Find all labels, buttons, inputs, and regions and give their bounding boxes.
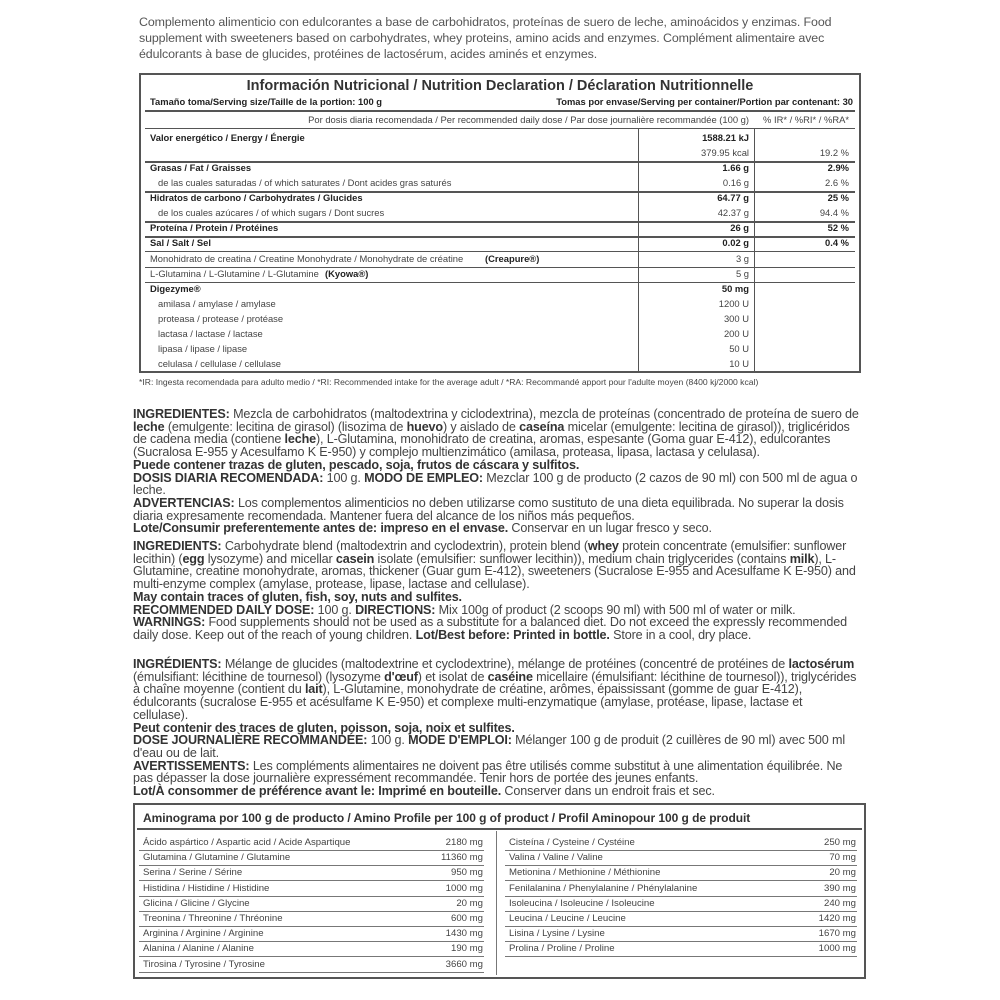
warnings-es: ADVERTENCIAS: Los complementos alimenticios no deben utilizarse como sustituto de una dieta equilibrada. No superar la dosis diaria expresamente recomendada. Mantener fuera del alcance de los niños más pequeños.: [133, 495, 844, 523]
traces-fr: Peut contenir des traces de gluten, poisson, soja, noix et sulfites.: [133, 720, 515, 735]
nutrient-percent: 2.6 %: [825, 177, 849, 188]
amino-acid-value: 950 mg: [451, 867, 483, 879]
nutrient-value: 0.16 g: [722, 177, 749, 188]
nutrient-percent: 94.4 %: [819, 207, 849, 218]
intro-paragraph: Complemento alimenticio con edulcorantes a base de carbohidratos, proteínas de suero de leche, aminoácidos y enzimas. Food supplement with sweeteners based on carbohydrates, whey proteins, amino acids and enzymes. Complément alimentaire avec édulcorants à base de glucides, protéines de lactosérum, acides aminés et enzymes.: [139, 15, 832, 61]
amino-acid-value: 250 mg: [824, 837, 856, 848]
nutrient-label: Monohidrato de creatina / Creatine Monohydrate / Monohydrate de créatine: [150, 253, 464, 264]
amino-row: [143, 897, 483, 911]
divider: [145, 110, 855, 112]
nutrition-table: [139, 73, 861, 373]
amino-acid-name: Histidina / Histidine / Histidine: [143, 882, 270, 894]
warnings-en: WARNINGS: Food supplements should not be used as a substitute for a balanced diet. Do not exceed the expressly recommended daily dose. Keep out of the reach of young children. Lot/Best before: Printed in bottle. Store in a cool, dry place.: [133, 615, 847, 642]
amino-acid-value: 11360 mg: [441, 852, 483, 864]
amino-acid-value: 70 mg: [829, 852, 856, 864]
nutrient-label: celulasa / cellulase / cellulase: [158, 358, 281, 369]
nutrition-title: Información Nutricional / Nutrition Declaration / Déclaration Nutritionnelle: [246, 78, 754, 94]
ingredients-fr: INGRÉDIENTS: Mélange de glucides (maltodextrine et cyclodextrine), mélange de protéines (concentré de protéines de lactosérum (émulsifiant: lécithine de tournesol) (lysozyme d'œuf) et isolat de caséine micellaire (émulsifiant: lécithine de tournesol)), triglycérides à chaîne moyenne (contient du lait), L-Glutamine, monohydrate de créatine, arômes, épaississant (gomme de guar E-412), édulcorants (sucralose E-955 et acésulfame K E-950) et complexe multi-enzymatique (amylase, protéase, lipase, lactase et cellulase).: [133, 657, 857, 722]
amino-row: [509, 897, 856, 911]
nutrient-value: 3 g: [735, 253, 749, 264]
amino-acid-value: 20 mg: [829, 867, 856, 879]
amino-row: [509, 912, 856, 926]
amino-acid-value: 1420 mg: [818, 913, 856, 924]
amino-acid-value: 1000 mg: [818, 943, 856, 955]
traces-en: May contain traces of gluten, fish, soy, nuts and sulfites.: [133, 589, 462, 604]
nutrient-percent: 19.2 %: [819, 147, 849, 158]
nutrient-label: lactasa / lactase / lactase: [158, 328, 263, 339]
nutrient-label: de las cuales saturadas / of which saturates / Dont acides gras saturés: [158, 177, 452, 188]
row-divider: [505, 956, 857, 957]
dose-en: RECOMMENDED DAILY DOSE: 100 g. DIRECTIONS: Mix 100g of product (2 scoops 90 ml) with 500 ml of water or milk.: [133, 602, 796, 617]
brand-label: (Kyowa®): [325, 268, 369, 279]
nutrient-percent: 52 %: [827, 222, 849, 233]
brand-label: (Creapure®): [485, 253, 540, 264]
amino-acid-value: 190 mg: [451, 943, 483, 955]
amino-acid-name: Serina / Serine / Sérine: [143, 867, 243, 879]
amino-row: [509, 836, 856, 850]
ingredients-es: INGREDIENTES: Mezcla de carbohidratos (maltodextrina y ciclodextrina), mezcla de proteínas (concentrado de proteína de suero de leche (emulgente: lecitina de girasol) (lisozima de huevo) y aislado de caseína micelar (emulgente: lecitina de girasol)), triglicéridos de cadena media (contiene leche), L-Glutamina, monohidrato de creatina, aromas, espesante (Goma guar E-412), edulcorantes (Sucralosa E-955 y Acesulfamo K E-950) y complejo multienzimático (amilasa, proteasa, lipasa, lactasa y celulasa).: [133, 407, 859, 460]
amino-acid-name: Arginina / Arginine / Arginine: [143, 928, 264, 940]
nutrient-value: 42.37 g: [717, 207, 749, 218]
nutrient-label: L-Glutamina / L-Glutamine / L-Glutamine: [150, 268, 319, 279]
nutrient-value: 200 U: [723, 328, 749, 339]
amino-acid-name: Glicina / Glicine / Glycine: [143, 897, 250, 909]
amino-row: [143, 866, 483, 880]
nutrient-value: 300 U: [723, 313, 749, 324]
dose-fr: DOSE JOURNALIÈRE RECOMMANDÉE: 100 g. MODE D'EMPLOI: Mélanger 100 g de produit (2 cuillères de 90 ml) avec 500 ml d'eau ou de lait.: [133, 733, 845, 760]
amino-acid-name: Prolina / Proline / Proline: [509, 943, 615, 955]
nutrient-percent: 25 %: [827, 192, 849, 203]
nutrient-label: proteasa / protease / protéase: [158, 313, 284, 324]
column-divider: [496, 831, 497, 975]
spanish-text-block: [133, 408, 859, 535]
amino-acid-name: Cisteína / Cysteine / Cystéine: [509, 837, 635, 848]
column-divider: [754, 128, 755, 371]
amino-acid-value: 1000 mg: [445, 882, 483, 894]
amino-row: [143, 882, 483, 896]
row-divider: [139, 972, 484, 973]
ingredients-en: INGREDIENTS: Carbohydrate blend (maltodextrin and cyclodextrin), protein blend (whey protein concentrate (emulsifier: sunflower lecithin) (egg lysozyme) and micellar casein isolate (emulsifier: sunflower lecithin)), medium chain triglycerides (contains milk), L-Glutamine, creatine monohydrate, aromas, thickener (Guar gum E-412), sweeteners (Sucralose E-955 and Acesulfame K E-950) and multi-enzyme complex (amylase, protease, lipase, lactase and cellulase).: [133, 539, 856, 592]
nutrient-value: 0.02 g: [722, 237, 749, 248]
nutrient-percent: 2.9%: [827, 162, 849, 173]
amino-row: [509, 882, 856, 896]
amino-acid-name: Metionina / Methionine / Méthionine: [509, 867, 661, 879]
nutrient-label: Hidratos de carbono / Carbohydrates / Glucides: [150, 192, 363, 203]
nutrient-label: Grasas / Fat / Graisses: [150, 162, 252, 173]
nutrient-value: 26 g: [730, 222, 749, 233]
amino-title: Aminograma por 100 g de producto / Amino Profile per 100 g of product / Profil Aminopour 100 g de produit: [143, 811, 751, 825]
nutrient-value: 64.77 g: [717, 192, 749, 203]
amino-acid-value: 1430 mg: [445, 928, 483, 940]
amino-row: [143, 927, 483, 941]
divider: [145, 128, 855, 129]
column-header-dose: Por dosis diaria recomendada / Per recommended daily dose / Par dose journalière recommandée (100 g): [308, 114, 749, 125]
lot-fr: Lot/À consommer de préférence avant le: Imprimé en bouteille. Conserver dans un endroit frais et sec.: [133, 784, 715, 799]
amino-acid-value: 390 mg: [824, 882, 856, 894]
dose-es: DOSIS DIARIA RECOMENDADA: 100 g. MODO DE EMPLEO: Mezclar 100 g de producto (2 cazos de 90 ml) con 500 ml de agua o leche.: [133, 470, 858, 498]
amino-acid-value: 3660 mg: [445, 958, 483, 970]
nutrient-value: 10 U: [729, 358, 749, 369]
amino-acid-name: Tirosina / Tyrosine / Tyrosine: [143, 958, 265, 970]
amino-row: [143, 912, 483, 926]
serving-size: Tamaño toma/Serving size/Taille de la portion: 100 g: [150, 96, 382, 107]
nutrition-footnote: *IR: Ingesta recomendada para adulto medio / *RI: Recommended intake for the average adult / *RA: Recommandé apport pour l'adulte moyen (8400 kj/2000 kcal): [139, 377, 759, 387]
column-divider: [638, 128, 639, 371]
nutrient-value: 5 g: [735, 268, 749, 279]
amino-acid-name: Lisina / Lysine / Lysine: [509, 928, 605, 940]
amino-row: [143, 851, 483, 865]
amino-acid-name: Alanina / Alanine / Alanine: [143, 943, 254, 955]
amino-acid-value: 240 mg: [824, 897, 856, 909]
divider: [137, 828, 862, 830]
servings-per-container: Tomas por envase/Serving per container/Portion par contenant: 30: [556, 96, 853, 107]
nutrient-value: 1.66 g: [722, 162, 749, 173]
amino-acid-name: Valina / Valine / Valine: [509, 852, 603, 864]
amino-acid-value: 1670 mg: [818, 928, 856, 940]
nutrient-label: de los cuales azúcares / of which sugars / Dont sucres: [158, 207, 385, 218]
amino-profile-table: [133, 803, 866, 979]
nutrient-value: 1200 U: [718, 298, 749, 309]
amino-acid-name: Ácido aspártico / Aspartic acid / Acide Aspartique: [143, 837, 351, 848]
french-text-block: [133, 658, 859, 798]
nutrient-label: amilasa / amylase / amylase: [158, 298, 276, 309]
warnings-fr: AVERTISSEMENTS: Les compléments alimentaires ne doivent pas être utilisés comme substitut à une alimentation équilibrée. Ne pas dépasser la dose journalière expressément recommandée. Tenir hors de portée des jeunes enfants.: [133, 758, 843, 786]
nutrient-value: 50 U: [729, 343, 749, 354]
english-text-block: [133, 540, 859, 642]
amino-acid-value: 20 mg: [456, 897, 483, 909]
nutrient-value: 1588.21 kJ: [702, 132, 749, 143]
amino-acid-value: 600 mg: [451, 913, 483, 924]
nutrient-label: lipasa / lipase / lipase: [158, 343, 248, 354]
nutrient-label: Digezyme®: [150, 283, 201, 294]
amino-row: [509, 942, 856, 956]
amino-acid-name: Fenilalanina / Phenylalanine / Phénylalanine: [509, 882, 698, 894]
traces-es: Puede contener trazas de gluten, pescado, soja, frutos de cáscara y sulfitos.: [133, 457, 580, 472]
column-header-ir: % IR* / %RI* / %RA*: [763, 114, 849, 125]
nutrient-label: Valor energético / Energy / Énergie: [150, 132, 305, 143]
lot-es: Lote/Consumir preferentemente antes de: impreso en el envase. Conservar en un lugar fresco y seco.: [133, 521, 712, 536]
amino-row: [143, 836, 483, 850]
nutrient-percent: 0.4 %: [825, 237, 849, 248]
nutrient-value: 50 mg: [721, 283, 749, 294]
nutrient-label: Sal / Salt / Sel: [150, 237, 211, 248]
amino-acid-name: Leucina / Leucine / Leucine: [509, 913, 626, 924]
amino-row: [143, 958, 483, 972]
amino-acid-value: 2180 mg: [445, 837, 483, 848]
amino-row: [509, 927, 856, 941]
amino-row: [509, 851, 856, 865]
amino-row: [143, 942, 483, 956]
nutrient-label: Proteína / Protein / Protéines: [150, 222, 279, 233]
amino-row: [509, 866, 856, 880]
amino-acid-name: Isoleucina / Isoleucine / Isoleucine: [509, 897, 655, 909]
nutrient-value: 379.95 kcal: [701, 147, 749, 158]
amino-acid-name: Treonina / Threonine / Thréonine: [143, 913, 283, 924]
amino-acid-name: Glutamina / Glutamine / Glutamine: [143, 852, 291, 864]
